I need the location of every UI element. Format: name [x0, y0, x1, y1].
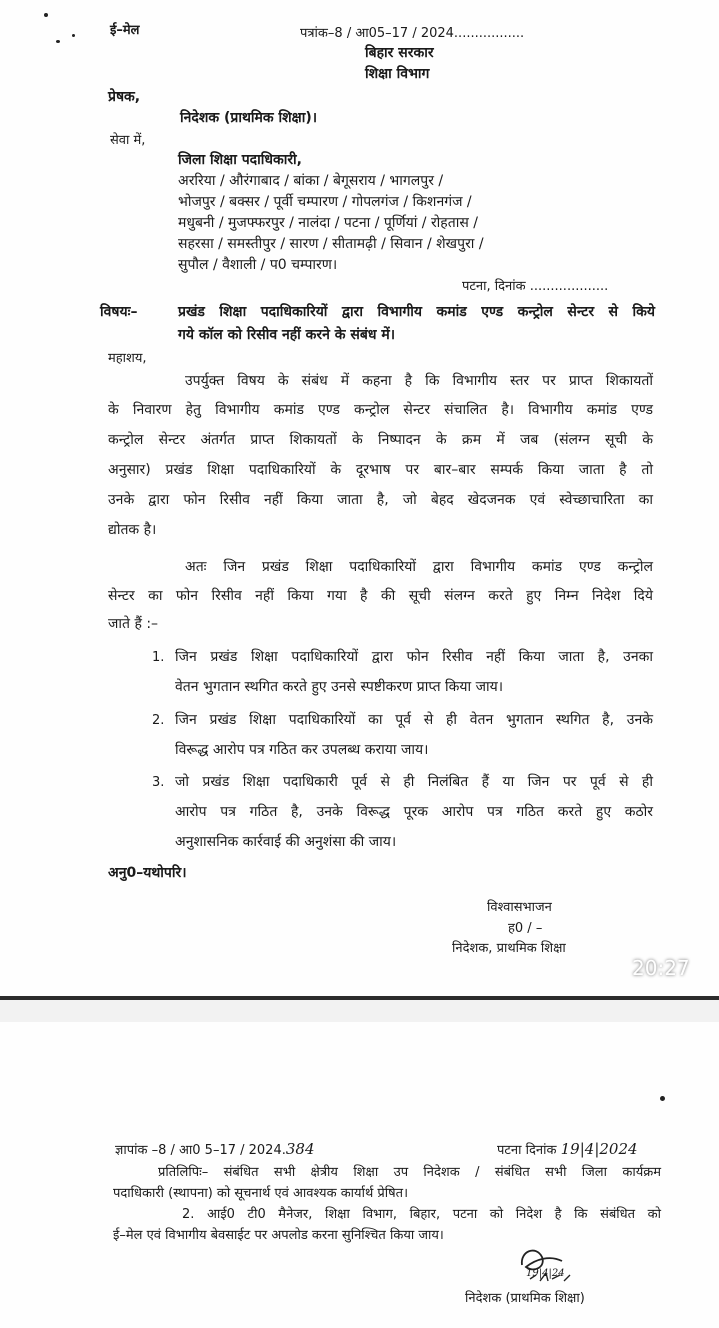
memo-number — [115, 1140, 315, 1158]
directive-line: जिन प्रखंड शिक्षा पदाधिकारियों द्वारा फोन रिसीव नहीं किया जाता है, उनका — [175, 649, 653, 665]
directive-line: विरूद्ध आरोप पत्र गठित कर उपलब्ध कराया जाय। — [175, 742, 429, 758]
instruction-line: 2. आई0 टी0 मैनेजर, शिक्षा विभाग, बिहार, पटना को निदेश है कि संबंधित को — [182, 1207, 661, 1222]
signature-date: 19|4|24 — [526, 1268, 565, 1279]
district-line: सुपौल / वैशाली / प0 चम्पारण। — [178, 257, 338, 273]
paragraph-1-line: अनुसार) प्रखंड शिक्षा पदाधिकारियों के दूरभाष पर बार–बार सम्पर्क किया जाता है तो — [108, 462, 653, 478]
memo-number-handwritten: 384 — [285, 1140, 315, 1158]
closing-faithfully: विश्वासभाजन — [487, 900, 552, 915]
page-gap — [0, 1000, 719, 1022]
directive-line: अनुशासनिक कार्रवाई की अनुशंसा की जाय। — [175, 834, 397, 850]
directive-line: वेतन भुगतान स्थगित करते हुए उनसे स्पष्टीकरण प्राप्त किया जाय। — [175, 679, 504, 695]
paragraph-1-line: उनके द्वारा फोन रिसीव नहीं किया जाता है, जो बेहद खेदजनक एवं स्वेच्छाचारिता का — [108, 492, 653, 508]
instruction-line: ई–मेल एवं विभागीय बेवसाईट पर अपलोड करना सुनिश्चित किया जाय। — [113, 1228, 444, 1243]
subject-line-2: गये कॉल को रिसीव नहीं करने के संबंध में। — [178, 327, 396, 343]
scan-speck — [44, 13, 48, 17]
recipient-title: जिला शिक्षा पदाधिकारी, — [178, 152, 302, 168]
letter-page-2 — [0, 1022, 719, 1328]
scan-speck — [56, 40, 60, 43]
paragraph-2-line: सेन्टर का फोन रिसीव नहीं किया गया है की सूची संलग्न करते हुए निम्न निदेश दिये — [108, 588, 653, 604]
memo-date-handwritten: 19|4|2024 — [560, 1140, 638, 1158]
sender-label: प्रेषक, — [108, 89, 141, 105]
copy-to-line: प्रतिलिपिः– संबंधित सभी क्षेत्रीय शिक्षा उप निदेशक / संबंधित सभी जिला कार्यक्रम — [158, 1165, 661, 1180]
memo-date-label: पटना दिनांक — [497, 1143, 557, 1158]
government-name: बिहार सरकार — [365, 45, 434, 61]
place-date: पटना, दिनांक ................... — [462, 279, 609, 294]
email-label: ई–मेल — [110, 23, 140, 38]
paragraph-2-line: जाते हैं :– — [108, 616, 159, 632]
paragraph-2-line: अतः जिन प्रखंड शिक्षा पदाधिकारियों द्वारा विभागीय कमांड एण्ड कन्ट्रोल — [185, 559, 653, 575]
letter-number: पत्रांक–8 / आ05–17 / 2024................. — [300, 26, 525, 41]
district-line: सहरसा / समस्तीपुर / सारण / सीतामढ़ी / सिवान / शेखपुरा / — [178, 236, 484, 252]
district-line: भोजपुर / बक्सर / पूर्वी चम्पारण / गोपलगंज / किशनगंज / — [178, 194, 472, 210]
copy-to-line: पदाधिकारी (स्थापना) को सूचनार्थ एवं आवश्यक कार्यार्थ प्रेषित। — [113, 1186, 409, 1201]
department-name: शिक्षा विभाग — [365, 66, 430, 82]
anu-yathopari: अनु0–यथोपरि। — [108, 865, 187, 881]
subject-label: विषयः– — [100, 304, 138, 320]
sender-name: निदेशक (प्राथमिक शिक्षा)। — [180, 110, 318, 126]
directive-number: 1. — [152, 650, 165, 665]
scan-speck — [72, 34, 75, 37]
paragraph-1-line: कन्ट्रोल सेन्टर अंतर्गत प्राप्त शिकायतों के निष्पादन के क्रम में जब (संलग्न सूची के — [108, 432, 653, 448]
memo-designation: निदेशक (प्राथमिक शिक्षा) — [465, 1291, 585, 1306]
directive-line: जिन प्रखंड शिक्षा पदाधिकारियों का पूर्व से ही वेतन भुगतान स्थगित है, उनके — [175, 712, 653, 728]
paragraph-1-line: उपर्युक्त विषय के संबंध में कहना है कि विभागीय स्तर पर प्राप्त शिकायतों — [185, 373, 653, 389]
video-timestamp: 20:27 — [632, 956, 690, 980]
closing-signed: ह0 / – — [508, 921, 543, 936]
directive-line: जो प्रखंड शिक्षा पदाधिकारी पूर्व से ही निलंबित हैं या जिन पर पूर्व से ही — [175, 774, 653, 790]
district-line: अररिया / औरंगाबाद / बांका / बेगूसराय / भागलपुर / — [178, 173, 444, 189]
directive-line: आरोप पत्र गठित है, उनके विरूद्ध पूरक आरोप पत्र गठित करते हुए कठोर — [175, 804, 653, 820]
recipient-label: सेवा में, — [110, 133, 146, 148]
closing-designation: निदेशक, प्राथमिक शिक्षा — [452, 941, 566, 956]
paragraph-1-line: द्योतक है। — [108, 522, 157, 538]
paragraph-1-line: के निवारण हेतु विभागीय कमांड एण्ड कन्ट्रोल सेन्टर संचालित है। विभागीय कमांड एण्ड — [108, 402, 653, 418]
directive-number: 2. — [152, 713, 165, 728]
district-line: मधुबनी / मुजफ्फरपुर / नालंदा / पटना / पूर्णियां / रोहतास / — [178, 215, 478, 231]
subject-line-1: प्रखंड शिक्षा पदाधिकारियों द्वारा विभागीय कमांड एण्ड कन्ट्रोल सेन्टर से किये — [178, 304, 655, 320]
scan-speck — [660, 1096, 665, 1101]
memo-number-prefix: ज्ञापांक –8 / आ0 5–17 / 2024. — [115, 1143, 286, 1158]
salutation: महाशय, — [108, 351, 147, 366]
memo-date — [497, 1140, 638, 1158]
directive-number: 3. — [152, 775, 165, 790]
